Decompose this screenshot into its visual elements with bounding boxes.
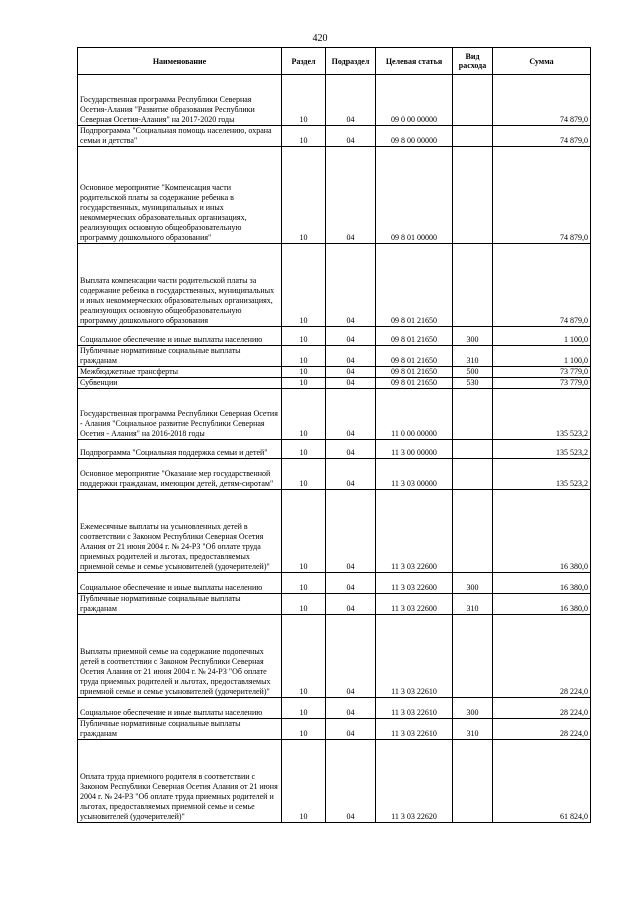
- cell-subsection: 04: [326, 367, 376, 378]
- cell-expense-type: [453, 244, 493, 327]
- cell-amount: 135 523,2: [493, 459, 591, 490]
- cell-name: Подпрограмма "Социальная помощь населению, охрана семьи и детства": [78, 126, 282, 147]
- cell-target: 11 3 03 22620: [376, 740, 453, 823]
- cell-section: 10: [282, 244, 326, 327]
- table-row: [78, 244, 591, 327]
- budget-table: [77, 47, 591, 823]
- table-body: [78, 75, 591, 823]
- cell-expense-type: [453, 389, 493, 440]
- cell-expense-type: 310: [453, 594, 493, 615]
- table-row: [78, 615, 591, 698]
- cell-target: 11 3 03 22610: [376, 698, 453, 719]
- table-header-row: [78, 48, 591, 75]
- cell-expense-type: [453, 75, 493, 126]
- cell-expense-type: 500: [453, 367, 493, 378]
- table-row: [78, 126, 591, 147]
- cell-target: 11 3 03 22600: [376, 490, 453, 573]
- cell-name: Государственная программа Республики Северная Осетия - Алания "Социальное развитие Республики Северная Осетия - Алания" на 2016-2018 годы: [78, 389, 282, 440]
- cell-target: 09 8 01 21650: [376, 378, 453, 389]
- cell-amount: 16 380,0: [493, 573, 591, 594]
- cell-name: Ежемесячные выплаты на усыновленных детей в соответствии с Законом Республики Северная Осетия Алания от 21 июня 2004 г. № 24-РЗ "Об оплате труда приемных родителей и льготах, предоставляемых приемной семье и семье усыновителей (удочерителей)": [78, 490, 282, 573]
- cell-name: Социальное обеспечение и иные выплаты населению: [78, 698, 282, 719]
- cell-amount: 1 100,0: [493, 327, 591, 346]
- cell-target: 11 3 03 22610: [376, 719, 453, 740]
- table-row: [78, 346, 591, 367]
- cell-target: 09 8 01 21650: [376, 327, 453, 346]
- cell-target: 11 3 03 00000: [376, 459, 453, 490]
- cell-subsection: 04: [326, 615, 376, 698]
- cell-target: 11 3 03 22610: [376, 615, 453, 698]
- cell-subsection: 04: [326, 126, 376, 147]
- cell-subsection: 04: [326, 327, 376, 346]
- cell-name: Выплаты приемной семье на содержание подопечных детей в соответствии с Законом Республики Северная Осетия Алания от 21 июня 2004 г. № 24-РЗ "Об оплате труда приемных родителей и льготах, предоставляемых приемной семье и семье усыновителей (удочерителей)": [78, 615, 282, 698]
- cell-amount: 1 100,0: [493, 346, 591, 367]
- table-row: [78, 75, 591, 126]
- cell-subsection: 04: [326, 389, 376, 440]
- cell-name: Субвенции: [78, 378, 282, 389]
- header-amount: Сумма: [493, 48, 591, 75]
- cell-subsection: 04: [326, 147, 376, 244]
- cell-target: 11 3 03 22600: [376, 573, 453, 594]
- cell-subsection: 04: [326, 594, 376, 615]
- cell-amount: 16 380,0: [493, 594, 591, 615]
- cell-section: 10: [282, 490, 326, 573]
- cell-subsection: 04: [326, 378, 376, 389]
- cell-amount: 28 224,0: [493, 698, 591, 719]
- table-row: [78, 389, 591, 440]
- cell-subsection: 04: [326, 75, 376, 126]
- cell-section: 10: [282, 389, 326, 440]
- cell-name: Межбюджетные трансферты: [78, 367, 282, 378]
- cell-section: 10: [282, 147, 326, 244]
- table-row: [78, 719, 591, 740]
- cell-section: 10: [282, 126, 326, 147]
- cell-name: Государственная программа Республики Северная Осетия-Алания "Развитие образования Республики Северная Осетия-Алания" на 2017-2020 годы: [78, 75, 282, 126]
- cell-expense-type: 310: [453, 719, 493, 740]
- cell-name: Оплата труда приемного родителя в соответствии с Законом Республики Северная Осетия Алания от 21 июня 2004 г. № 24-РЗ "Об оплате труда приемных родителей и льготах, предоставляемых приемной семье и семье усыновителей (удочерителей)": [78, 740, 282, 823]
- cell-subsection: 04: [326, 719, 376, 740]
- cell-name: Социальное обеспечение и иные выплаты населению: [78, 573, 282, 594]
- cell-section: 10: [282, 740, 326, 823]
- cell-amount: 74 879,0: [493, 75, 591, 126]
- cell-subsection: 04: [326, 573, 376, 594]
- table-row: [78, 378, 591, 389]
- cell-target: 09 8 01 21650: [376, 367, 453, 378]
- cell-section: 10: [282, 615, 326, 698]
- cell-name: Подпрограмма "Социальная поддержка семьи и детей": [78, 440, 282, 459]
- cell-name: Публичные нормативные социальные выплаты гражданам: [78, 346, 282, 367]
- cell-section: 10: [282, 440, 326, 459]
- table-row: [78, 698, 591, 719]
- cell-amount: 28 224,0: [493, 615, 591, 698]
- cell-name: Основное мероприятие "Оказание мер государственной поддержки гражданам, имеющим детей, детям-сиротам": [78, 459, 282, 490]
- cell-subsection: 04: [326, 740, 376, 823]
- cell-amount: 16 380,0: [493, 490, 591, 573]
- cell-amount: 74 879,0: [493, 244, 591, 327]
- cell-expense-type: 300: [453, 698, 493, 719]
- page-number: 420: [312, 33, 328, 44]
- cell-amount: 73 779,0: [493, 367, 591, 378]
- cell-amount: 74 879,0: [493, 126, 591, 147]
- header-name: Наименование: [78, 48, 282, 75]
- table-row: [78, 490, 591, 573]
- cell-name: Основное мероприятие "Компенсация части родительской платы за содержание ребенка в государственных, муниципальных и иных некоммерческих образовательных организациях, реализующих основную общеобразовательную программу дошкольного образования": [78, 147, 282, 244]
- table-row: [78, 594, 591, 615]
- cell-section: 10: [282, 346, 326, 367]
- cell-name: Выплата компенсации части родительской платы за содержание ребенка в государственных, муниципальных и иных некоммерческих образовательных организациях, реализующих основную общеобразовательную программу дошкольного образования: [78, 244, 282, 327]
- header-subsection: Подраздел: [326, 48, 376, 75]
- cell-section: 10: [282, 698, 326, 719]
- cell-amount: 73 779,0: [493, 378, 591, 389]
- cell-subsection: 04: [326, 459, 376, 490]
- table-row: [78, 440, 591, 459]
- cell-section: 10: [282, 327, 326, 346]
- table-row: [78, 327, 591, 346]
- cell-target: 09 8 01 21650: [376, 244, 453, 327]
- cell-expense-type: [453, 126, 493, 147]
- cell-section: 10: [282, 378, 326, 389]
- cell-section: 10: [282, 719, 326, 740]
- cell-name: Социальное обеспечение и иные выплаты населению: [78, 327, 282, 346]
- table-row: [78, 459, 591, 490]
- header-expense-type: Вид расхода: [453, 48, 493, 75]
- cell-subsection: 04: [326, 244, 376, 327]
- cell-subsection: 04: [326, 698, 376, 719]
- cell-name: Публичные нормативные социальные выплаты гражданам: [78, 594, 282, 615]
- cell-subsection: 04: [326, 490, 376, 573]
- cell-amount: 74 879,0: [493, 147, 591, 244]
- cell-target: 09 0 00 00000: [376, 75, 453, 126]
- cell-expense-type: [453, 459, 493, 490]
- cell-name: Публичные нормативные социальные выплаты гражданам: [78, 719, 282, 740]
- table-row: [78, 367, 591, 378]
- cell-section: 10: [282, 367, 326, 378]
- cell-expense-type: [453, 147, 493, 244]
- cell-expense-type: 300: [453, 327, 493, 346]
- table-row: [78, 740, 591, 823]
- cell-expense-type: [453, 615, 493, 698]
- cell-section: 10: [282, 594, 326, 615]
- cell-amount: 135 523,2: [493, 440, 591, 459]
- cell-target: 09 8 00 00000: [376, 126, 453, 147]
- cell-expense-type: 300: [453, 573, 493, 594]
- cell-target: 11 3 00 00000: [376, 440, 453, 459]
- cell-target: 11 0 00 00000: [376, 389, 453, 440]
- cell-section: 10: [282, 75, 326, 126]
- cell-section: 10: [282, 573, 326, 594]
- cell-expense-type: 310: [453, 346, 493, 367]
- table-row: [78, 573, 591, 594]
- cell-subsection: 04: [326, 346, 376, 367]
- cell-amount: 135 523,2: [493, 389, 591, 440]
- header-section: Раздел: [282, 48, 326, 75]
- cell-expense-type: [453, 440, 493, 459]
- cell-amount: 28 224,0: [493, 719, 591, 740]
- header-target: Целевая статья: [376, 48, 453, 75]
- cell-subsection: 04: [326, 440, 376, 459]
- cell-expense-type: [453, 490, 493, 573]
- cell-amount: 61 824,0: [493, 740, 591, 823]
- cell-section: 10: [282, 459, 326, 490]
- cell-target: 09 8 01 00000: [376, 147, 453, 244]
- cell-expense-type: 530: [453, 378, 493, 389]
- cell-target: 09 8 01 21650: [376, 346, 453, 367]
- cell-target: 11 3 03 22600: [376, 594, 453, 615]
- cell-expense-type: [453, 740, 493, 823]
- table-row: [78, 147, 591, 244]
